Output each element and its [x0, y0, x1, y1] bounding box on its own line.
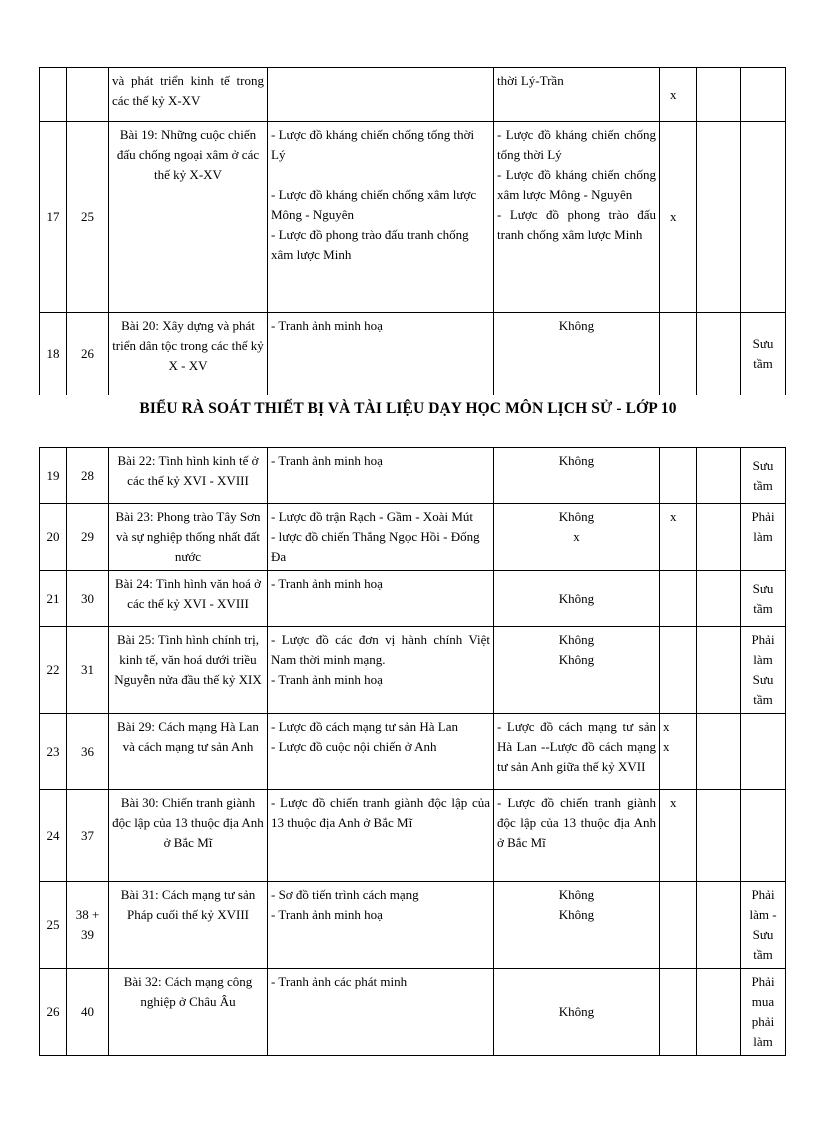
equipment-cell [268, 122, 494, 313]
check-cell [660, 313, 697, 395]
stt-cell: 23 [40, 714, 67, 790]
table-row [40, 68, 786, 122]
note-cell: Phải làm [741, 504, 786, 571]
lesson-cell: Bài 31: Cách mạng tư sản Pháp cuối thế kỷ XVIII [109, 882, 268, 969]
lesson-cell: Bài 22: Tình hình kinh tế ở các thế kỷ XVI - XVIII [109, 448, 268, 504]
equipment-cell [268, 68, 494, 122]
available-cell: Không [494, 448, 660, 504]
extra-cell [697, 790, 741, 882]
page-title: BIỂU RÀ SOÁT THIẾT BỊ VÀ TÀI LIỆU DẠY HỌC MÔN LỊCH SỬ - LỚP 10 [139, 400, 677, 417]
note-cell: Phải mua phải làm [741, 969, 786, 1056]
tiet-cell: 31 [67, 627, 109, 714]
lesson-cell: Bài 24: Tình hình văn hoá ở các thế kỷ XVI - XVIII [109, 571, 268, 627]
tiet-cell [67, 68, 109, 122]
equipment-table-top [39, 67, 786, 395]
lesson-cell: Bài 30: Chiến tranh giành độc lập của 13 thuộc địa Anh ở Bắc Mĩ [109, 790, 268, 882]
tiet-cell: 28 [67, 448, 109, 504]
lesson-cell: Bài 32: Cách mạng công nghiệp ở Châu Âu [109, 969, 268, 1056]
stt-cell: 25 [40, 882, 67, 969]
available-cell: - Lược đồ kháng chiến chống tống thời Lý - Lược đồ kháng chiến chống xâm lược Mông - Nguyên - Lược đồ phong trào đấu tranh chống xâm lược Minh [494, 122, 660, 313]
tiet-cell: 40 [67, 969, 109, 1056]
table-row [40, 882, 786, 969]
stt-cell: 26 [40, 969, 67, 1056]
table-row [40, 790, 786, 882]
available-cell: Không [494, 571, 660, 627]
equipment-cell: - Lược đồ chiến tranh giành độc lập của 13 thuộc địa Anh ở Bắc Mĩ [268, 790, 494, 882]
note-cell [741, 714, 786, 790]
stt-cell: 20 [40, 504, 67, 571]
table-row [40, 122, 786, 313]
equipment-cell: - Lược đồ trận Rạch - Gầm - Xoài Mút - lược đồ chiến Thắng Ngọc Hồi - Đống Đa [268, 504, 494, 571]
check-cell [660, 882, 697, 969]
extra-cell [697, 313, 741, 395]
equipment-cell: - Tranh ảnh minh hoạ [268, 313, 494, 395]
tiet-cell: 30 [67, 571, 109, 627]
equipment-line: - Lược đồ kháng chiến chống xâm lược Mông - Nguyên [271, 187, 477, 222]
extra-cell [697, 504, 741, 571]
check-cell [660, 627, 697, 714]
lesson-cell: Bài 19: Những cuộc chiến đấu chống ngoại xâm ở các thế kỷ X-XV [109, 122, 268, 313]
stt-cell: 22 [40, 627, 67, 714]
available-cell: thời Lý-Trần [494, 68, 660, 122]
table-row [40, 313, 786, 395]
stt-cell: 24 [40, 790, 67, 882]
tiet-cell: 36 [67, 714, 109, 790]
extra-cell [697, 714, 741, 790]
extra-cell [697, 571, 741, 627]
table-row [40, 714, 786, 790]
note-cell: Phải làm - Sưu tầm [741, 882, 786, 969]
check-cell: x [660, 122, 697, 313]
extra-cell [697, 448, 741, 504]
table-row [40, 969, 786, 1056]
check-cell [660, 969, 697, 1056]
table-row [40, 627, 786, 714]
stt-cell: 17 [40, 122, 67, 313]
equipment-cell: - Tranh ảnh minh hoạ [268, 448, 494, 504]
tiet-cell: 29 [67, 504, 109, 571]
equipment-line: - Lược đồ phong trào đấu tranh chống xâm lược Minh [271, 227, 469, 262]
equipment-line: - Lược đồ kháng chiến chống tống thời Lý [271, 127, 475, 162]
lesson-cell: Bài 20: Xây dựng và phát triển dân tộc trong các thế kỷ X - XV [109, 313, 268, 395]
extra-cell [697, 627, 741, 714]
check-cell: x [660, 790, 697, 882]
available-cell: Không [494, 313, 660, 395]
note-cell [741, 790, 786, 882]
extra-cell [697, 68, 741, 122]
check-cell: x [660, 504, 697, 571]
table-row [40, 571, 786, 627]
equipment-cell: - Tranh ảnh minh hoạ [268, 571, 494, 627]
stt-cell: 19 [40, 448, 67, 504]
equipment-cell: - Sơ đồ tiến trình cách mạng - Tranh ảnh minh hoạ [268, 882, 494, 969]
table-row [40, 448, 786, 504]
check-cell [660, 571, 697, 627]
stt-cell [40, 68, 67, 122]
table-row [40, 504, 786, 571]
available-cell: Không Không [494, 627, 660, 714]
equipment-table-bottom [39, 447, 786, 1056]
note-cell [741, 122, 786, 313]
note-cell: Sưu tầm [741, 448, 786, 504]
tiet-cell: 26 [67, 313, 109, 395]
note-cell [741, 68, 786, 122]
equipment-cell: - Lược đồ các đơn vị hành chính Việt Nam thời minh mạng. - Tranh ảnh minh hoạ [268, 627, 494, 714]
lesson-cell: Bài 25: Tình hình chính trị, kinh tế, văn hoá dưới triều Nguyễn nửa đầu thế kỷ XIX [109, 627, 268, 714]
note-cell: Phải làm Sưu tầm [741, 627, 786, 714]
extra-cell [697, 969, 741, 1056]
tiet-cell: 38 + 39 [67, 882, 109, 969]
check-cell: x x [660, 714, 697, 790]
lesson-cell: Bài 23: Phong trào Tây Sơn và sự nghiệp thống nhất đất nước [109, 504, 268, 571]
stt-cell: 18 [40, 313, 67, 395]
available-cell: Không [494, 969, 660, 1056]
extra-cell [697, 882, 741, 969]
extra-cell [697, 122, 741, 313]
lesson-cell: Bài 29: Cách mạng Hà Lan và cách mạng tư sản Anh [109, 714, 268, 790]
note-cell: Sưu tầm [741, 571, 786, 627]
stt-cell: 21 [40, 571, 67, 627]
check-cell [660, 448, 697, 504]
available-cell: - Lược đồ cách mạng tư sản Hà Lan --Lược đồ cách mạng tư sản Anh giữa thế kỷ XVII [494, 714, 660, 790]
tiet-cell: 37 [67, 790, 109, 882]
available-cell: Không x [494, 504, 660, 571]
equipment-cell: - Tranh ảnh các phát minh [268, 969, 494, 1056]
lesson-cell: và phát triển kinh tế trong các thế kỷ X-XV [109, 68, 268, 122]
equipment-cell: - Lược đồ cách mạng tư sản Hà Lan - Lược đồ cuộc nội chiến ở Anh [268, 714, 494, 790]
available-cell: Không Không [494, 882, 660, 969]
available-cell: - Lược đồ chiến tranh giành độc lập của 13 thuộc địa Anh ở Bắc Mĩ [494, 790, 660, 882]
check-cell: x [660, 68, 697, 122]
tiet-cell: 25 [67, 122, 109, 313]
note-cell: Sưu tầm [741, 313, 786, 395]
